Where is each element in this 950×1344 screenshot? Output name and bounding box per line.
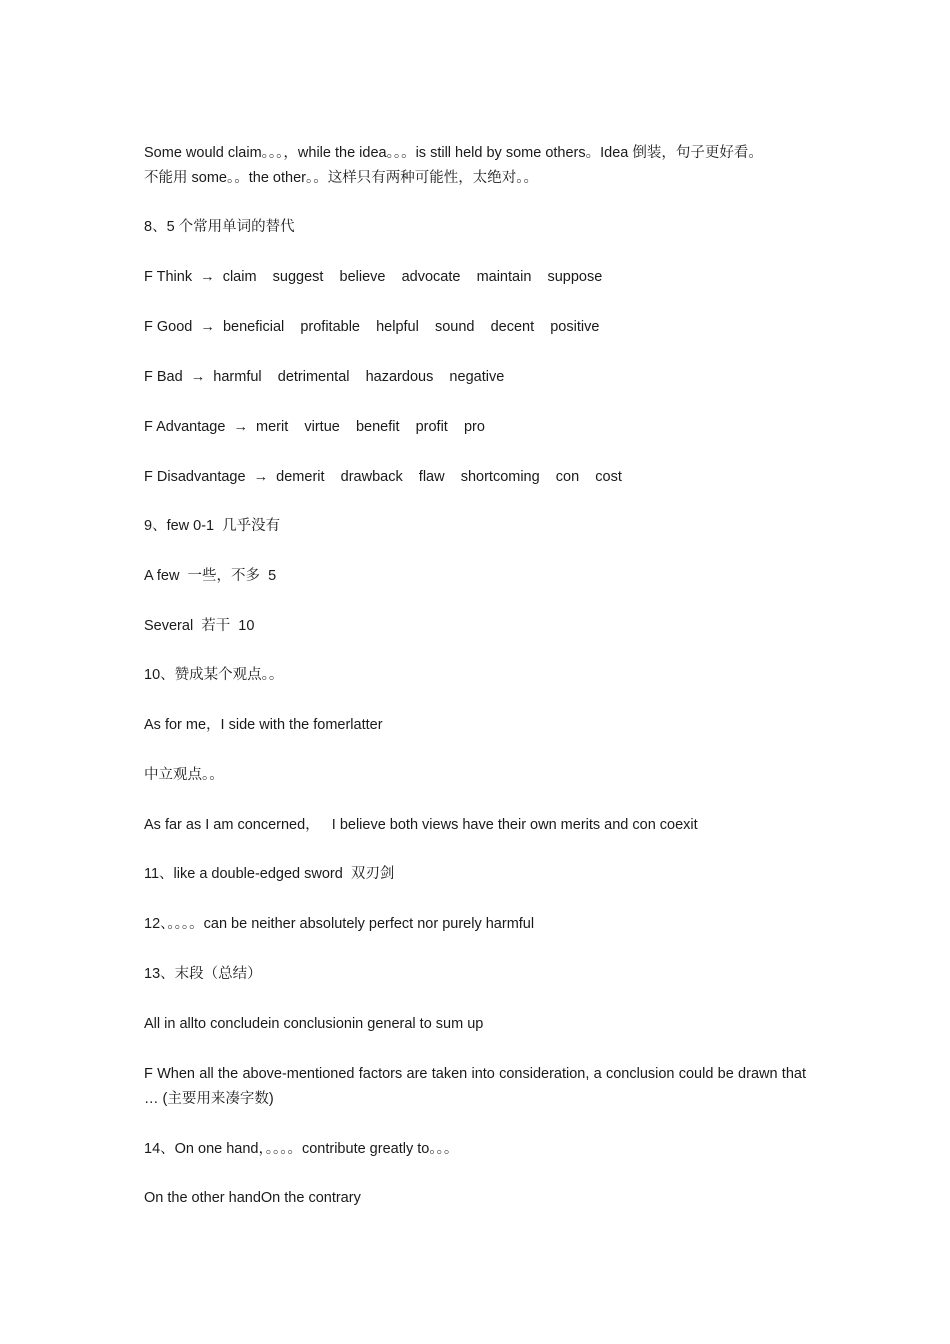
synonym-line-advantage: F Advantage → merit virtue benefit profit pro (144, 419, 485, 435)
section-heading: 11、like a double-edged sword 双刃剑 (144, 866, 395, 882)
text-line: 中立观点。。 (144, 767, 224, 783)
synonym-line-good: F Good → beneficial profitable helpful sound decent positive (144, 319, 600, 335)
synonym-line-bad: F Bad → harmful detrimental hazardous negative (144, 369, 505, 385)
text-line: A few 一些，不多 5 (144, 568, 277, 584)
section-heading: 14、On one hand，。。。。contribute greatly to。。。 (144, 1141, 459, 1157)
section-heading: 13、末段（总结） (144, 966, 262, 982)
text-line: All in allto concludein conclusionin general to sum up (144, 1016, 484, 1032)
text-line: 不能用 some。。the other。。这样只有两种可能性，太绝对。。 (144, 170, 538, 186)
text-line: As far as I am concerned， I believe both views have their own merits and con coexit (144, 817, 698, 833)
text-line: Several 若干 10 (144, 618, 255, 634)
text-line: Some would claim。。。，while the idea。。。is still held by some others。Idea 倒装，句子更好看。 (144, 145, 763, 161)
text-line: As for me，I side with the fomerlatter (144, 717, 383, 733)
section-heading: 8、5 个常用单词的替代 (144, 219, 295, 235)
text-line: On the other handOn the contrary (144, 1190, 361, 1206)
synonym-line-disadvantage: F Disadvantage → demerit drawback flaw shortcoming con cost (144, 469, 622, 485)
section-heading: 12、。。。。can be neither absolutely perfect nor purely harmful (144, 916, 535, 932)
paragraph: F When all the above-mentioned factors are taken into consideration, a conclusion could be drawn that … (主要用来凑字数) (144, 1066, 806, 1107)
section-heading: 9、few 0-1 几乎没有 (144, 518, 281, 534)
synonym-line-think: F Think → claim suggest believe advocate maintain suppose (144, 269, 603, 285)
section-heading: 10、赞成某个观点。。 (144, 667, 284, 683)
